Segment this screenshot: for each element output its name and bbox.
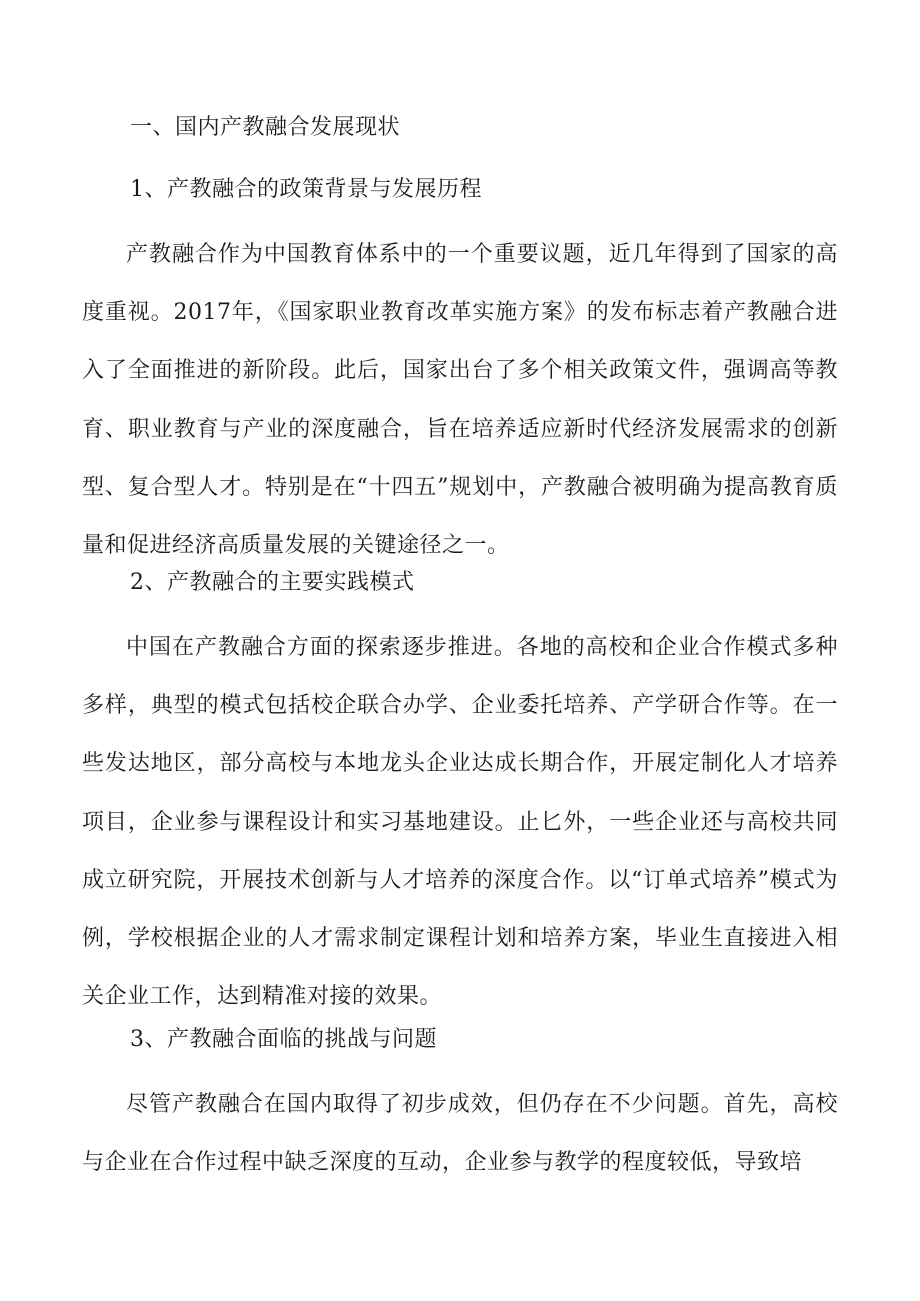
paragraph-2: 中国在产教融合方面的探索逐步推进。各地的高校和企业合作模式多种多样，典型的模式包括校企联合办学、企业委托培养、产学研合作等。在一些发达地区，部分高校与本地龙头企业达成长期合作，开展定制化人才培养项目，企业参与课程设计和实习基地建设。止匕外，一些企业还与高校共同成立研究院，开展技术创新与人才培养的深度合作。以“订单式培养”模式为例，学校根据企业的人才需求制定课程计划和培养方案，毕业生直接进入相关企业工作，达到精准对接的效果。 [82,635,838,1010]
subsection-heading-3: 3、产教融合面临的挑战与问题 [130,1027,437,1052]
paragraph-3: 尽管产教融合在国内取得了初步成效，但仍存在不少问题。首先，高校与企业在合作过程中缺乏深度的互动，企业参与教学的程度较低，导致培 [82,1092,838,1176]
subsection-heading-2: 2、产教融合的主要实践模式 [130,570,415,595]
paragraph-1: 产教融合作为中国教育体系中的一个重要议题，近几年得到了国家的高度重视。2017年，《国家职业教育改革实施方案》的发布标志着产教融合进入了全面推进的新阶段。此后，国家出台了多个相关政策文件，强调高等教育、职业教育与产业的深度融合，旨在培养适应新时代经济发展需求的创新型、复合型人才。特别是在“十四五”规划中，产教融合被明确为提高教育质量和促进经济高质量发展的关键途径之一。 [82,242,838,559]
subsection-heading-1: 1、产教融合的政策背景与发展历程 [130,177,482,202]
section-heading: 一、国内产教融合发展现状 [130,115,401,140]
